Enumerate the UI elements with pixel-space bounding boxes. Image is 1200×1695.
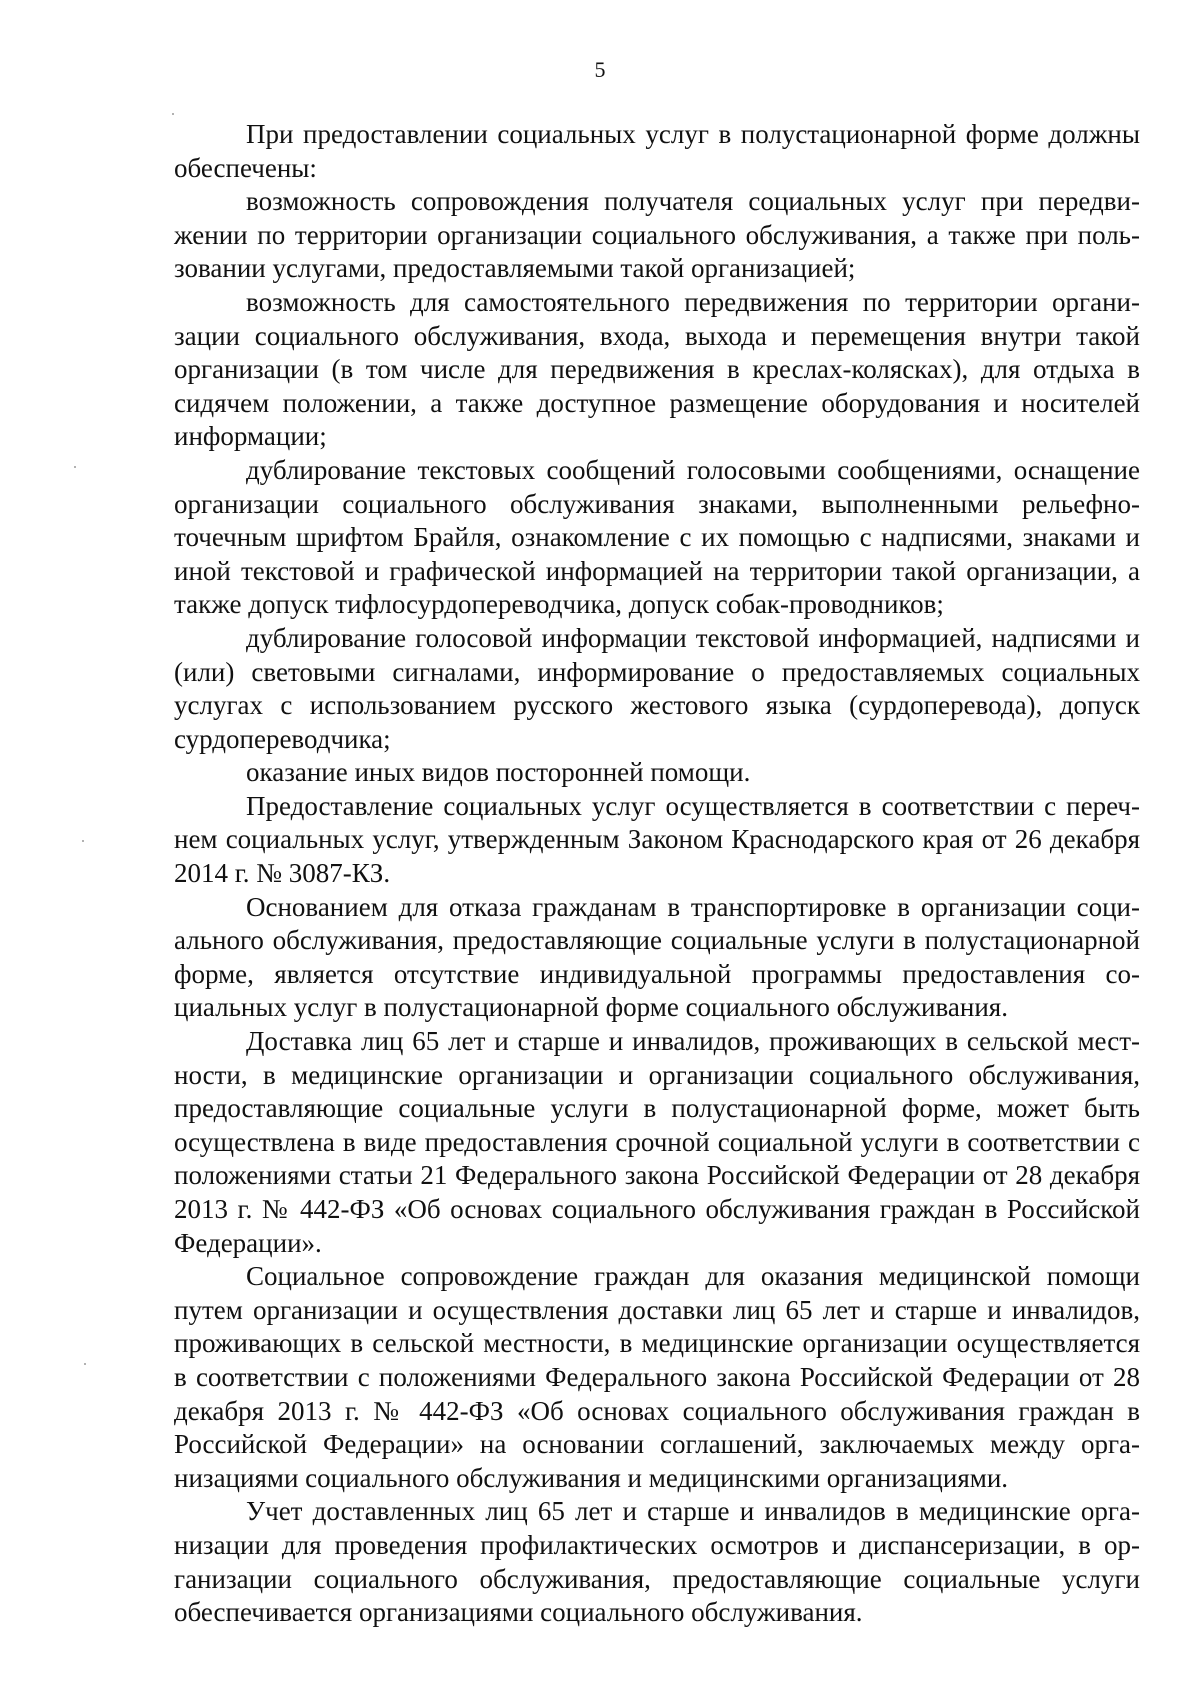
paragraph: Социальное сопровождение граждан для оказания медицинской помощи путем организации и осуществления доставки лиц 65 лет и старше и инвалидов, проживающих в сельской местности, в медицинские организации осуществляется в соответствии с положениями Федерального закона Российской Федерации от 28 декабря 2013 г. № 442-ФЗ «Об основах социального обслуживания граждан в Российской Федерации» на основании соглашений, заключаемых между организациями социального обслуживания и медицинскими организациями. — [174, 1261, 1140, 1493]
paragraph: возможность для самостоятельного передвижения по территории организации социального обслуживания, входа, выхода и перемещения внутри такой организации (в том числе для передвижения в креслах-колясках), для отдыха в сидячем положении, а также доступное размещение оборудования и носителей информации; — [174, 286, 1140, 452]
paragraph: дублирование голосовой информации текстовой информацией, надписями и (или) световыми сигналами, информирование о предоставляемых социальных услугах с использованием русского жестового языка (сурдоперевода), допуск сурдопереводчика; — [174, 622, 1140, 754]
scan-artifact — [82, 840, 84, 842]
paragraph: Предоставление социальных услуг осуществляется в соответствии с перечнем социальных услуг, утвержденным Законом Краснодарского края от 26 декабря 2014 г. № 3087-КЗ. — [174, 790, 1140, 889]
paragraph: оказание иных видов посторонней помощи. — [246, 757, 751, 788]
paragraph: возможность сопровождения получателя социальных услуг при передвижении по территории организации социального обслуживания, а также при пользовании услугами, предоставляемыми такой организацией; — [174, 186, 1140, 284]
scan-artifact — [74, 466, 76, 468]
scan-artifact — [84, 1363, 86, 1365]
scan-artifact — [172, 113, 174, 115]
paragraph: Учет доставленных лиц 65 лет и старше и инвалидов в медицинские организации для проведения профилактических осмотров и диспансеризации, в организации социального обслуживания, предоставляющие социальные услуги обеспечивается организациями социального обслуживания. — [174, 1496, 1140, 1628]
document-body — [174, 118, 1140, 1630]
paragraph: Доставка лиц 65 лет и старше и инвалидов, проживающих в сельской местности, в медицинские организации и организации социального обслуживания, предоставляющие социальные услуги в полустационарной форме, может быть осуществлена в виде предоставления срочной социальной услуги в соответствии с положениями статьи 21 Федерального закона Российской Федерации от 28 декабря 2013 г. № 442-ФЗ «Об основах социального обслуживания граждан в Российской Федерации». — [174, 1026, 1140, 1258]
paragraph: Основанием для отказа гражданам в транспортировке в организации социального обслуживания, предоставляющие социальные услуги в полустационарной форме, является отсутствие индивидуальной программы предоставления социальных услуг в полустационарной форме социального обслуживания. — [174, 891, 1140, 1023]
paragraph: При предоставлении социальных услуг в полустационарной форме должны обеспечены: — [174, 119, 1140, 183]
page-number: 5 — [594, 57, 606, 82]
paragraph: дублирование текстовых сообщений голосовыми сообщениями, оснащение организации социального обслуживания знаками, выполненными рельефно-точечным шрифтом Брайля, ознакомление с их помощью с надписями, знаками и иной текстовой и графической информацией на территории такой организации, а также допуск тифлосурдопереводчика, допуск собак-проводников; — [174, 454, 1140, 620]
